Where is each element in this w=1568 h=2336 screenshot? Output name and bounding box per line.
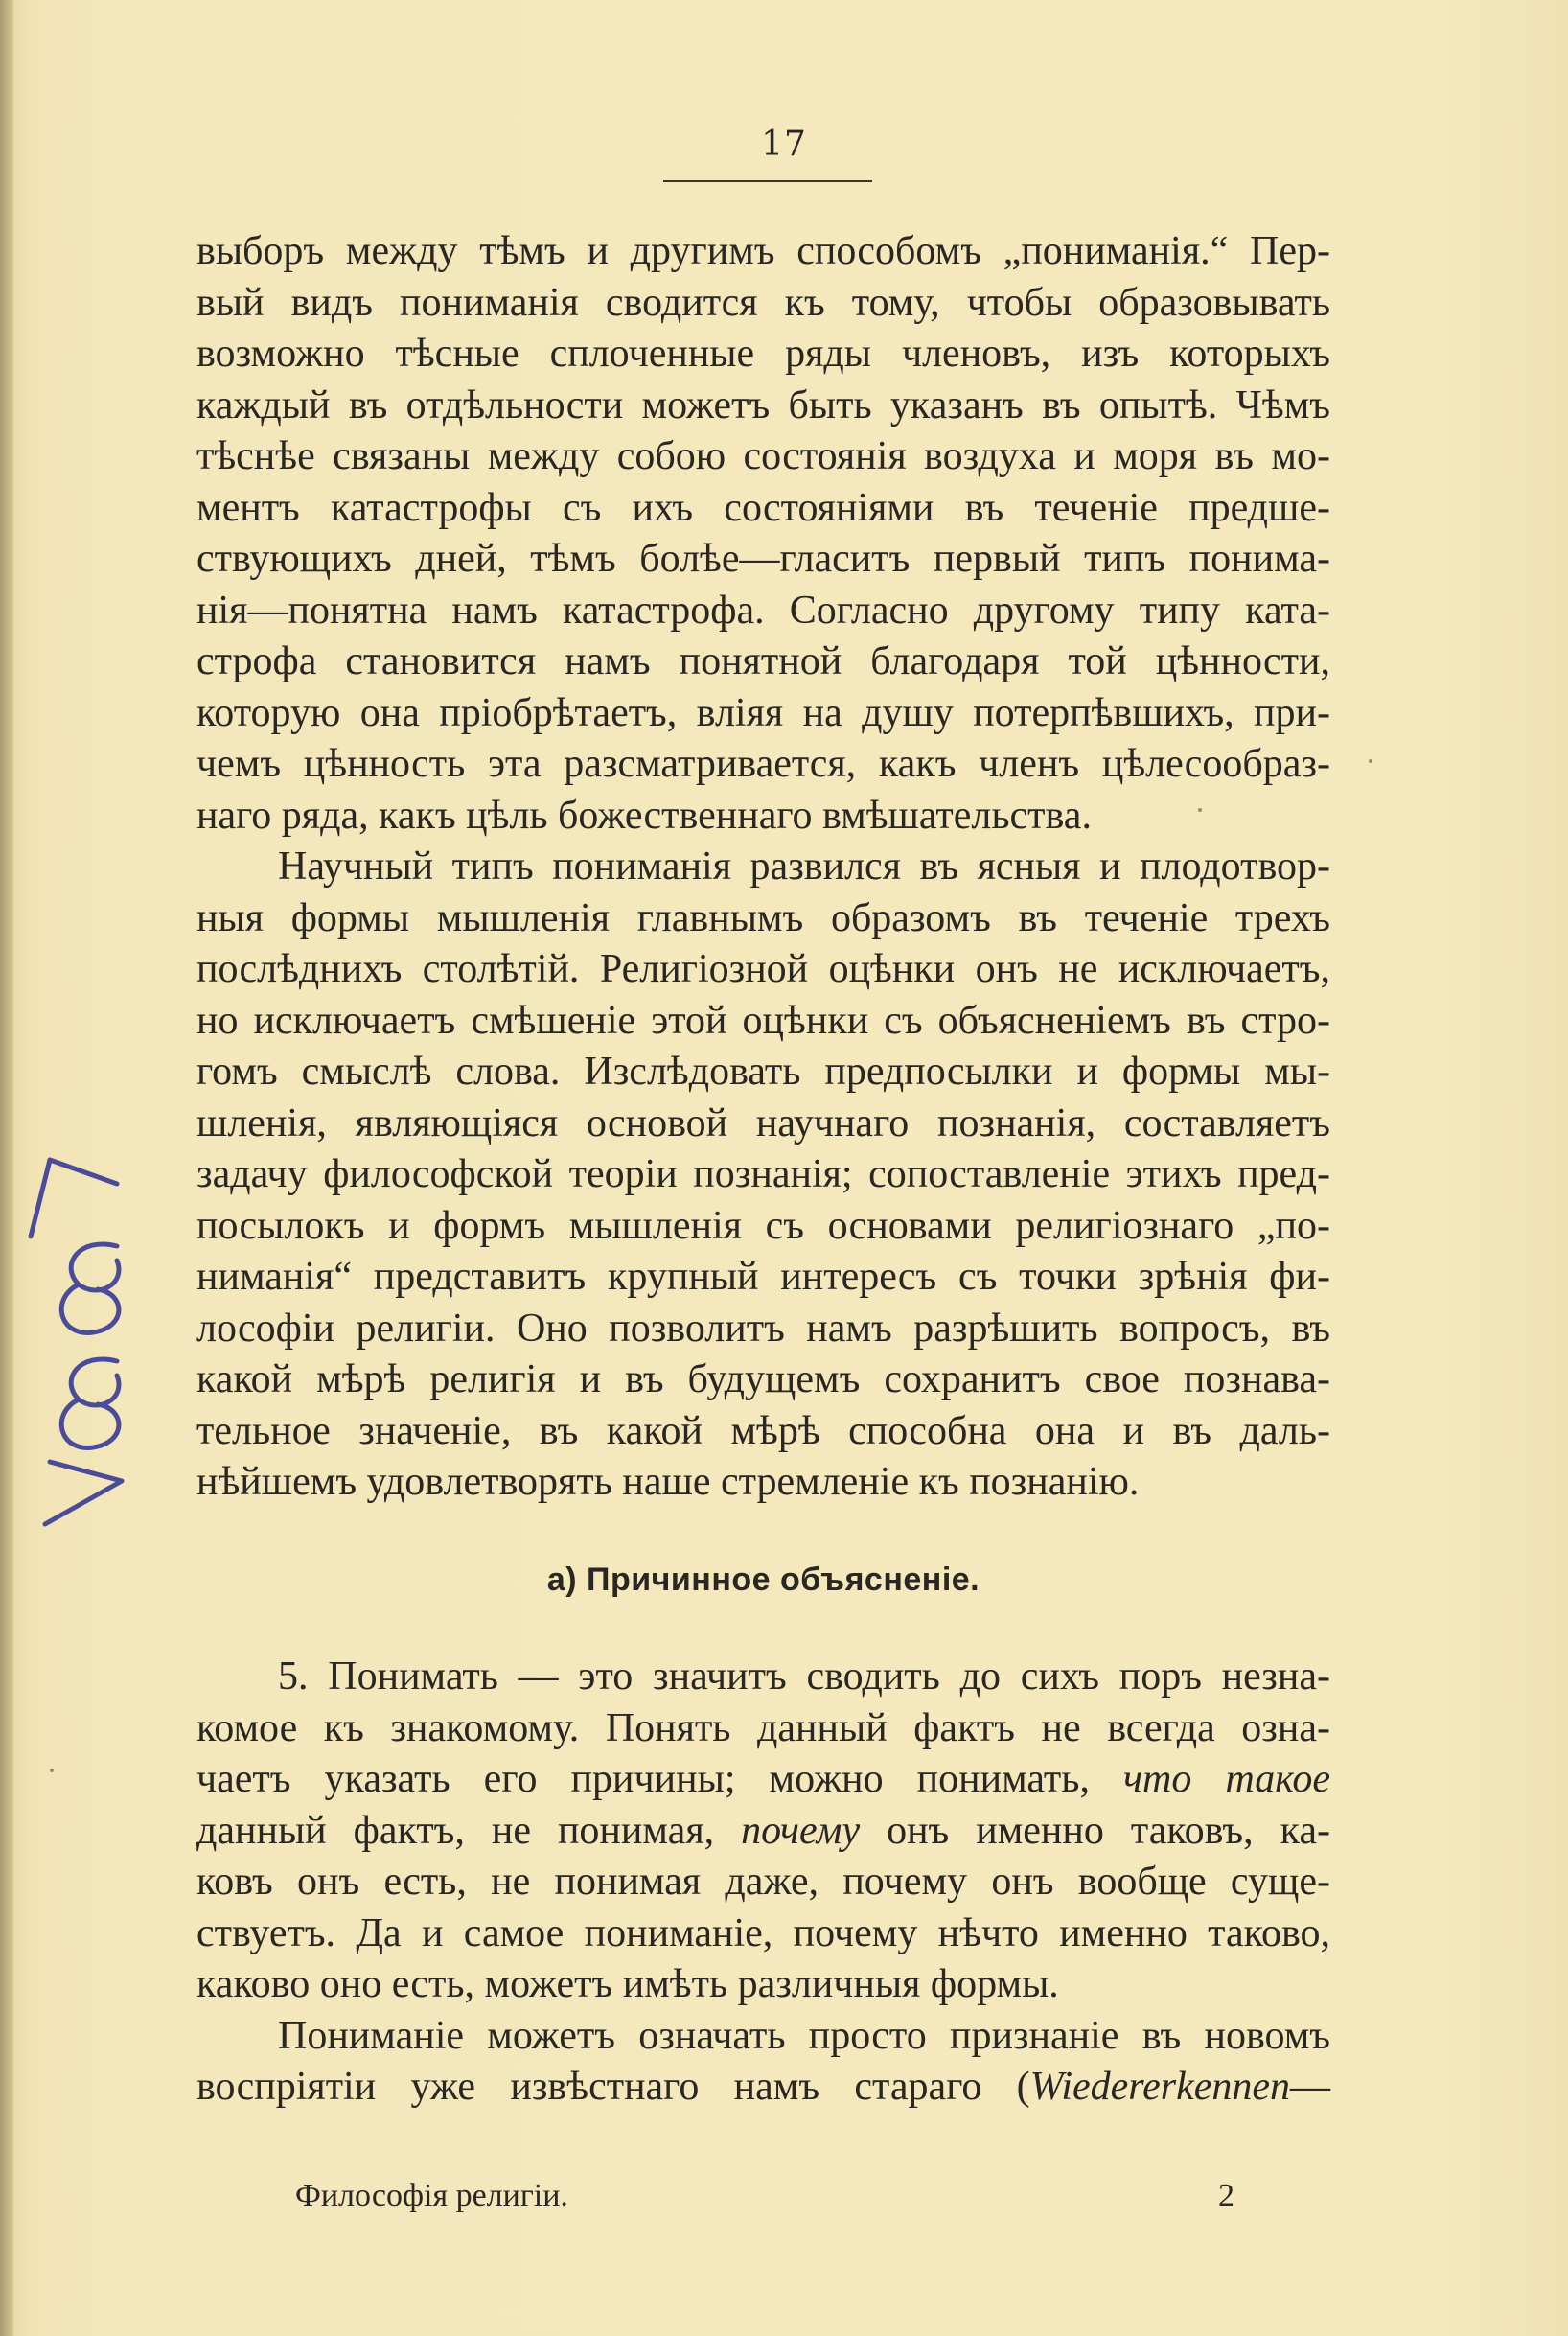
text-line: вый видъ пониманія сводится къ тому, чтобы образовывать	[196, 280, 1330, 325]
paragraph-start-line: Пониманіе можетъ означать просто признаніе въ новомъ	[278, 2013, 1330, 2058]
text-line: нія—понятна намъ катастрофа. Согласно другому типу ката-	[196, 588, 1330, 633]
text-line: нѣйшемъ удовлетворять наше стремленіе къ познанію.	[196, 1460, 1140, 1504]
text-line: но исключаетъ смѣшеніе этой оцѣнки съ объясненіемъ въ стро-	[196, 998, 1330, 1043]
text-line: ствуетъ. Да и самое пониманіе, почему нѣчто именно таково,	[196, 1910, 1330, 1955]
binding-edge	[0, 0, 13, 2336]
page-number: 17	[761, 125, 807, 164]
text-line: тельное значеніе, въ какой мѣрѣ способна она и въ даль-	[196, 1408, 1330, 1453]
text-line-with-italic	[196, 1754, 1330, 1806]
text-line: задачу философской теоріи познанія; сопоставленіе этихъ пред-	[196, 1152, 1330, 1196]
header-rule	[663, 180, 872, 182]
text-line: ниманія“ представитъ крупный интересъ съ точки зрѣнія фи-	[196, 1255, 1330, 1299]
text-line: ныя формы мышленія главнымъ образомъ въ теченіе трехъ	[196, 895, 1330, 940]
signature-mark: 2	[1218, 2178, 1234, 2213]
line-segment: данный фактъ, не понимая,	[196, 1808, 742, 1853]
text-line: ствующихъ дней, тѣмъ болѣе—гласитъ первый типъ понима-	[196, 537, 1330, 581]
ink-speck	[1198, 808, 1202, 812]
text-line: чемъ цѣнность эта разсматривается, какъ членъ цѣлесообраз-	[196, 742, 1330, 786]
footer-book-title: Философія религіи.	[295, 2178, 568, 2213]
text-line: какой мѣрѣ религія и въ будущемъ сохранитъ свое познава-	[196, 1357, 1330, 1401]
italic-phrase: Wiedererkennen	[1029, 2065, 1290, 2109]
text-line: ментъ катастрофы съ ихъ состояніями въ теченіе предше-	[196, 485, 1330, 530]
paragraph-start-line: Научный типъ пониманія развился въ ясныя и плодотвор-	[278, 844, 1330, 889]
text-line: наго ряда, какъ цѣль божественнаго вмѣшательства.	[196, 793, 1092, 838]
text-line: строфа становится намъ понятной благодаря той цѣнности,	[196, 639, 1330, 683]
text-line: тѣснѣе связаны между собою состоянія воздуха и моря въ мо-	[196, 434, 1330, 478]
text-line: выборъ между тѣмъ и другимъ способомъ „пониманія.“ Пер-	[196, 229, 1330, 273]
text-line: посылокъ и формъ мышленія съ основами религіознаго „по-	[196, 1203, 1330, 1248]
text-line: каждый въ отдѣльности можетъ быть указанъ въ опытѣ. Чѣмъ	[196, 382, 1330, 428]
italic-phrase: почему	[741, 1808, 861, 1853]
text-line: гомъ смыслѣ слова. Изслѣдовать предпосылки и формы мы-	[196, 1050, 1330, 1094]
ink-speck	[50, 1769, 54, 1772]
ink-speck	[1369, 759, 1372, 763]
text-line: комое къ знакомому. Понять данный фактъ не всегда озна-	[196, 1705, 1330, 1750]
handwritten-inventory-number	[21, 1131, 146, 1534]
text-line: шленія, являющіяся основой научнаго познанія, составляетъ	[196, 1100, 1330, 1145]
text-line: ковъ онъ есть, не понимая даже, почему онъ вообще суще-	[196, 1860, 1330, 1904]
line-segment: чаетъ указать его причины; можно понимать,	[196, 1757, 1124, 1801]
text-line-with-italic	[196, 1806, 1330, 1858]
paragraph-start-line: 5. Понимать — это значитъ сводить до сихъ поръ незна-	[278, 1654, 1330, 1699]
line-segment: —	[1290, 2065, 1330, 2109]
text-line-with-italic	[196, 2062, 1330, 2114]
text-line: возможно тѣсные сплоченные ряды членовъ, изъ которыхъ	[196, 332, 1330, 376]
line-segment: воспріятіи уже извѣстнаго намъ стараго (	[196, 2065, 1030, 2109]
italic-phrase: что такое	[1123, 1757, 1330, 1801]
text-line: каково оно есть, можетъ имѣть различныя формы.	[196, 1962, 1059, 2006]
line-segment: онъ именно таковъ, ка-	[860, 1808, 1330, 1853]
text-line: лософіи религіи. Оно позволитъ намъ разрѣшить вопросъ, въ	[196, 1306, 1330, 1351]
section-heading: а) Причинное объясненіе.	[546, 1561, 980, 1598]
text-line: послѣднихъ столѣтій. Религіозной оцѣнки онъ не исключаетъ,	[196, 947, 1330, 991]
text-line: которую она пріобрѣтаетъ, вліяя на душу потерпѣвшихъ, при-	[196, 690, 1330, 735]
body-text	[196, 226, 1330, 2114]
